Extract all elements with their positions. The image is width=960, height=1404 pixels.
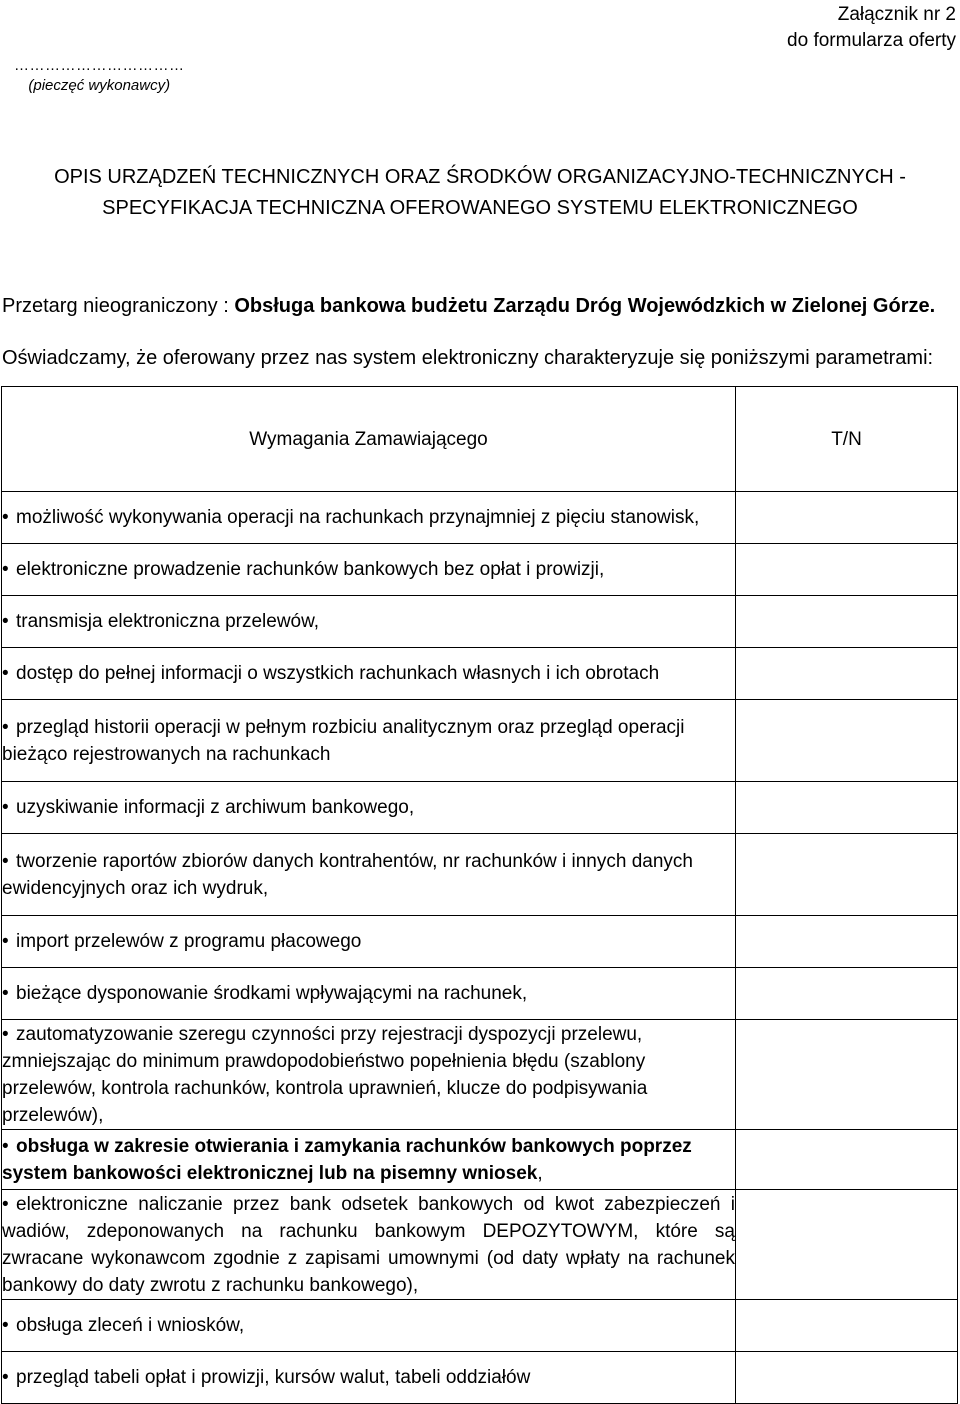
table-row — [2, 492, 958, 544]
declaration-text: Oświadczamy, że oferowany przez nas system elektroniczny charakteryzuje się poniższymi parametrami: — [2, 347, 934, 369]
table-row — [2, 1130, 958, 1190]
tender-prefix: Przetarg nieograniczony : — [2, 295, 235, 317]
requirement-cell — [2, 1352, 736, 1404]
requirement-text: transmisja elektroniczna przelewów, — [16, 611, 320, 632]
requirement-cell — [2, 1130, 736, 1190]
requirement-cell — [2, 1300, 736, 1352]
table-row — [2, 1020, 958, 1130]
bullet-icon: • — [2, 559, 9, 580]
bullet-icon: • — [2, 983, 9, 1004]
bullet-icon: • — [2, 1193, 9, 1215]
table-row — [2, 544, 958, 596]
tender-line — [2, 292, 935, 320]
table-row — [2, 700, 958, 782]
bullet-icon: • — [2, 507, 9, 528]
table-row — [2, 648, 958, 700]
requirement-text: elektroniczne naliczanie przez bank odsetek bankowych od kwot zabezpieczeń i wadiów, zdeponowanych na rachunku bankowym DEPOZYTOWYM, które są zwracane wykonawcom zgodnie z zapisami umownymi (od daty wpłaty na rachunek bankowy do daty zwrotu z rachunku bankowego), — [2, 1193, 735, 1296]
title-line-2: SPECYFIKACJA TECHNICZNA OFEROWANEGO SYSTEMU ELEKTRONICZNEGO — [102, 197, 858, 219]
annex-label — [787, 2, 956, 54]
tender-subject: Obsługa bankowa budżetu Zarządu Dróg Wojewódzkich w Zielonej Górze. — [234, 295, 936, 317]
requirement-cell — [2, 1190, 736, 1300]
requirement-cell — [2, 1020, 736, 1130]
requirement-text-suffix: , — [537, 1162, 543, 1184]
tn-answer-cell[interactable] — [736, 1190, 958, 1300]
requirement-cell — [2, 492, 736, 544]
annex-form-ref: do formularza oferty — [787, 30, 956, 51]
table-header-row — [2, 387, 958, 492]
requirement-cell — [2, 782, 736, 834]
bullet-icon: • — [2, 716, 9, 738]
requirement-text: uzyskiwanie informacji z archiwum bankowego, — [16, 797, 415, 818]
bullet-icon: • — [2, 1135, 9, 1157]
stamp-dots: …………………………… — [14, 57, 185, 74]
requirement-text: obsługa zleceń i wniosków, — [16, 1315, 245, 1336]
requirement-cell — [2, 700, 736, 782]
tn-answer-cell[interactable] — [736, 544, 958, 596]
requirements-table — [1, 386, 958, 1404]
table-row — [2, 1190, 958, 1300]
table-row — [2, 834, 958, 916]
table-row — [2, 782, 958, 834]
tn-answer-cell[interactable] — [736, 1130, 958, 1190]
requirement-cell — [2, 648, 736, 700]
table-row — [2, 968, 958, 1020]
requirement-cell — [2, 834, 736, 916]
tn-answer-cell[interactable] — [736, 1020, 958, 1130]
bullet-icon: • — [2, 931, 9, 952]
header-tn: T/N — [736, 387, 958, 492]
bullet-icon: • — [2, 1367, 9, 1388]
tn-answer-cell[interactable] — [736, 596, 958, 648]
requirement-text: elektroniczne prowadzenie rachunków bankowych bez opłat i prowizji, — [16, 559, 605, 580]
document-title — [0, 162, 960, 224]
tn-answer-cell[interactable] — [736, 1352, 958, 1404]
requirement-cell — [2, 968, 736, 1020]
requirement-text: dostęp do pełnej informacji o wszystkich rachunkach własnych i ich obrotach — [16, 663, 660, 684]
bullet-icon: • — [2, 611, 9, 632]
requirement-text: bieżące dysponowanie środkami wpływającymi na rachunek, — [16, 983, 528, 1004]
tn-answer-cell[interactable] — [736, 700, 958, 782]
bullet-icon: • — [2, 797, 9, 818]
bullet-icon: • — [2, 850, 9, 872]
tn-answer-cell[interactable] — [736, 648, 958, 700]
requirement-text: możliwość wykonywania operacji na rachunkach przynajmniej z pięciu stanowisk, — [16, 507, 700, 528]
stamp-caption: (pieczęć wykonawcy) — [28, 77, 171, 94]
header-requirements: Wymagania Zamawiającego — [2, 387, 736, 492]
contractor-stamp — [14, 56, 185, 96]
requirement-cell — [2, 596, 736, 648]
requirement-text: tworzenie raportów zbiorów danych kontrahentów, nr rachunków i innych danych ewidencyjnych oraz ich wydruk, — [2, 850, 693, 899]
requirement-text: przegląd tabeli opłat i prowizji, kursów walut, tabeli oddziałów — [16, 1367, 531, 1388]
requirement-cell — [2, 916, 736, 968]
tn-answer-cell[interactable] — [736, 782, 958, 834]
bullet-icon: • — [2, 663, 9, 684]
tn-answer-cell[interactable] — [736, 1300, 958, 1352]
tn-answer-cell[interactable] — [736, 834, 958, 916]
table-row — [2, 596, 958, 648]
requirement-cell — [2, 544, 736, 596]
bullet-icon: • — [2, 1315, 9, 1336]
requirement-text: przegląd historii operacji w pełnym rozbiciu analitycznym oraz przegląd operacji bieżąco rejestrowanych na rachunkach — [2, 716, 685, 765]
requirement-text-bold: obsługa w zakresie otwierania i zamykania rachunków bankowych poprzez system bankowości elektronicznej lub na pisemny wniosek — [2, 1135, 692, 1184]
annex-number: Załącznik nr 2 — [837, 4, 956, 25]
requirement-text: zautomatyzowanie szeregu czynności przy rejestracji dyspozycji przelewu, zmniejszając do minimum prawdopodobieństwo popełnienia błędu (szablony przelewów, kontrola rachunków, kontrola uprawnień, klucze do podpisywania przelewów), — [2, 1023, 648, 1126]
title-line-1: OPIS URZĄDZEŃ TECHNICZNYCH ORAZ ŚRODKÓW ORGANIZACYJNO-TECHNICZNYCH - — [54, 166, 906, 188]
requirement-text: import przelewów z programu płacowego — [16, 931, 362, 952]
tn-answer-cell[interactable] — [736, 968, 958, 1020]
tn-answer-cell[interactable] — [736, 492, 958, 544]
bullet-icon: • — [2, 1023, 9, 1045]
table-row — [2, 916, 958, 968]
table-row — [2, 1352, 958, 1404]
tn-answer-cell[interactable] — [736, 916, 958, 968]
table-row — [2, 1300, 958, 1352]
